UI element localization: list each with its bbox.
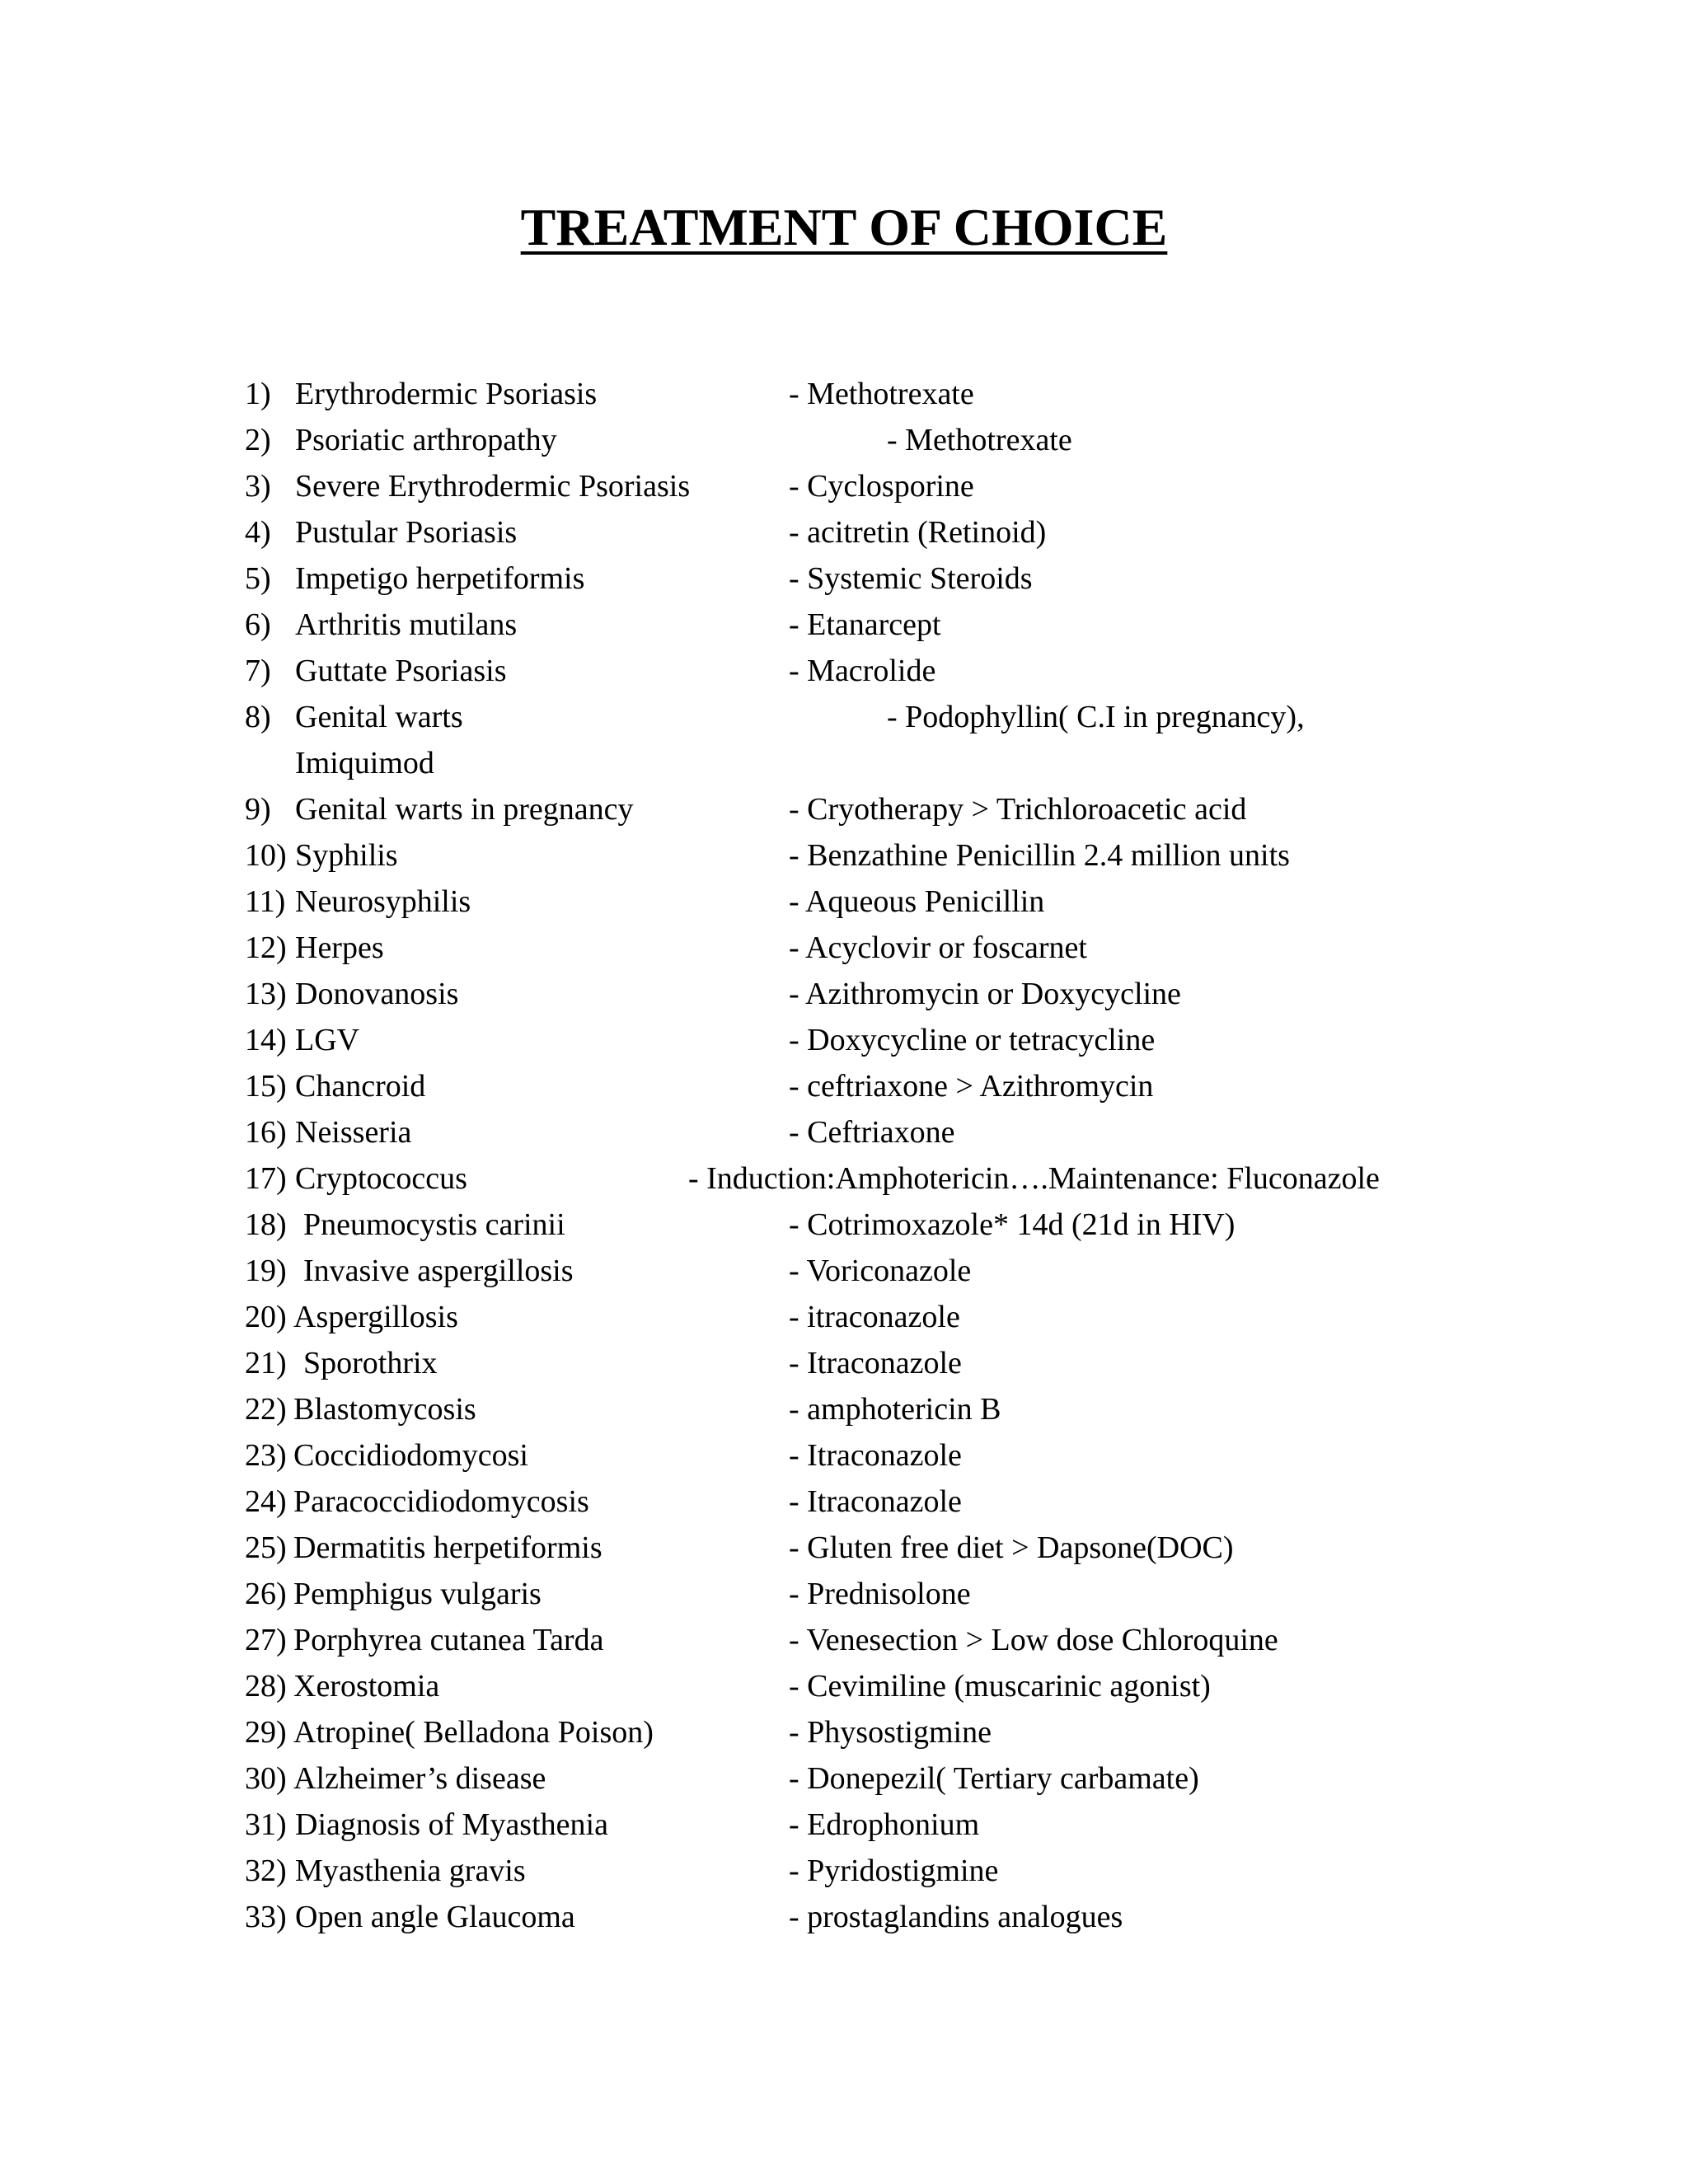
list-item: [0, 1755, 1688, 1802]
item-number: 11): [245, 884, 286, 919]
item-number: 7): [245, 654, 271, 688]
item-number: 28): [245, 1669, 287, 1704]
item-condition: Invasive aspergillosis: [303, 1254, 574, 1288]
list-item: [0, 1709, 1688, 1755]
item-treatment: - Itraconazole: [789, 1346, 962, 1380]
page-title: [0, 194, 1688, 260]
item-condition: Porphyrea cutanea Tarda: [293, 1623, 604, 1657]
item-treatment: - Gluten free diet > Dapsone(DOC): [789, 1530, 1234, 1565]
item-treatment: - Voriconazole: [789, 1254, 972, 1288]
item-treatment: - Methotrexate: [789, 377, 974, 411]
list-item: [0, 1848, 1688, 1894]
item-number: 3): [245, 469, 271, 504]
item-treatment: - prostaglandins analogues: [789, 1900, 1123, 1934]
item-number: 4): [245, 515, 271, 550]
item-number: 26): [245, 1577, 287, 1611]
list-item: [0, 509, 1688, 555]
item-condition: Coccidiodomycosi: [293, 1438, 528, 1473]
item-condition: Pustular Psoriasis: [295, 515, 518, 550]
item-treatment: - Aqueous Penicillin: [789, 884, 1045, 919]
list-item: [0, 1894, 1688, 1940]
item-number: 18): [245, 1207, 287, 1242]
item-condition: Alzheimer’s disease: [293, 1761, 546, 1796]
item-treatment: - Induction:Amphotericin….Maintenance: Fluconazole: [688, 1161, 1380, 1196]
list-item: [0, 1017, 1688, 1063]
item-number: 24): [245, 1484, 287, 1519]
item-condition: Herpes: [295, 930, 384, 965]
item-number: 22): [245, 1392, 287, 1427]
item-number: 2): [245, 423, 271, 457]
list-item: [0, 1063, 1688, 1109]
item-number: 33): [245, 1900, 287, 1934]
item-number: 14): [245, 1023, 287, 1057]
item-number: 16): [245, 1115, 287, 1150]
item-condition: Pneumocystis carinii: [303, 1207, 565, 1242]
item-condition: Syphilis: [295, 838, 398, 873]
list-item: [0, 371, 1688, 417]
item-condition: Donovanosis: [295, 977, 459, 1011]
item-treatment: - Macrolide: [789, 654, 936, 688]
item-condition: Genital warts: [295, 700, 463, 734]
item-treatment: - Systemic Steroids: [789, 561, 1033, 596]
item-number: 1): [245, 377, 271, 411]
item-condition: Neurosyphilis: [295, 884, 471, 919]
item-treatment: - Prednisolone: [789, 1577, 971, 1611]
list-item: [0, 925, 1688, 971]
item-treatment: - ceftriaxone > Azithromycin: [789, 1069, 1154, 1104]
item-treatment: - Cyclosporine: [789, 469, 974, 504]
item-treatment: - Methotrexate: [887, 423, 1072, 457]
list-item: [0, 1294, 1688, 1340]
item-number: 5): [245, 561, 271, 596]
item-number: 29): [245, 1715, 287, 1750]
list-item: [0, 1386, 1688, 1432]
item-condition: Erythrodermic Psoriasis: [295, 377, 598, 411]
treatment-list: [0, 371, 1688, 1940]
item-condition: Pemphigus vulgaris: [293, 1577, 542, 1611]
item-number: 17): [245, 1161, 287, 1196]
list-item: [0, 786, 1688, 832]
item-condition: Sporothrix: [303, 1346, 438, 1380]
item-number: 9): [245, 792, 271, 827]
list-item: [0, 1479, 1688, 1525]
list-item: [0, 1155, 1688, 1202]
item-treatment: - Venesection > Low dose Chloroquine: [789, 1623, 1278, 1657]
item-treatment: - itraconazole: [789, 1300, 960, 1334]
list-item: [0, 1432, 1688, 1479]
item-treatment: - Cevimiline (muscarinic agonist): [789, 1669, 1211, 1704]
item-treatment: - Physostigmine: [789, 1715, 992, 1750]
item-condition: Xerostomia: [293, 1669, 440, 1704]
item-treatment: - Cryotherapy > Trichloroacetic acid: [789, 792, 1247, 827]
item-number: 10): [245, 838, 287, 873]
item-number: 21): [245, 1346, 287, 1380]
item-number: 20): [245, 1300, 287, 1334]
item-condition: Dermatitis herpetiformis: [293, 1530, 603, 1565]
item-number: 31): [245, 1807, 287, 1842]
list-item: [0, 648, 1688, 694]
list-item: [0, 1202, 1688, 1248]
list-item: [0, 1663, 1688, 1709]
list-item: [0, 1525, 1688, 1571]
list-item: [0, 1571, 1688, 1617]
list-item: [0, 832, 1688, 879]
item-treatment: - Podophyllin( C.I in pregnancy),: [887, 700, 1305, 734]
item-number: 15): [245, 1069, 287, 1104]
item-treatment: - Doxycycline or tetracycline: [789, 1023, 1156, 1057]
item-treatment: - Acyclovir or foscarnet: [789, 930, 1087, 965]
item-number: 19): [245, 1254, 287, 1288]
item-condition: Impetigo herpetiformis: [295, 561, 585, 596]
item-treatment: - Itraconazole: [789, 1484, 962, 1519]
item-treatment: - Etanarcept: [789, 607, 941, 642]
item-treatment: - acitretin (Retinoid): [789, 515, 1047, 550]
item-condition: LGV: [295, 1023, 360, 1057]
item-treatment: - Cotrimoxazole* 14d (21d in HIV): [789, 1207, 1236, 1242]
item-number: 27): [245, 1623, 287, 1657]
item-number: 25): [245, 1530, 287, 1565]
item-treatment: - amphotericin B: [789, 1392, 1001, 1427]
item-condition: Severe Erythrodermic Psoriasis: [295, 469, 691, 504]
list-item: [0, 879, 1688, 925]
list-item: [0, 971, 1688, 1017]
list-item: [0, 1617, 1688, 1663]
item-number: 8): [245, 700, 271, 734]
list-item: [0, 602, 1688, 648]
item-treatment: - Itraconazole: [789, 1438, 962, 1473]
item-condition: Psoriatic arthropathy: [295, 423, 557, 457]
item-condition: Genital warts in pregnancy: [295, 792, 634, 827]
item-treatment: - Edrophonium: [789, 1807, 980, 1842]
list-item: [0, 555, 1688, 602]
item-treatment: - Ceftriaxone: [789, 1115, 955, 1150]
item-condition: Blastomycosis: [293, 1392, 476, 1427]
item-condition: Diagnosis of Myasthenia: [295, 1807, 608, 1842]
item-condition: Myasthenia gravis: [295, 1854, 526, 1888]
item-condition: Paracoccidiodomycosis: [293, 1484, 589, 1519]
item-condition: Cryptococcus: [295, 1161, 467, 1196]
item-condition: Chancroid: [295, 1069, 426, 1104]
list-item: [0, 463, 1688, 509]
item-condition: Arthritis mutilans: [295, 607, 518, 642]
item-treatment: - Pyridostigmine: [789, 1854, 999, 1888]
item-treatment: - Benzathine Penicillin 2.4 million units: [789, 838, 1290, 873]
item-treatment-continuation: Imiquimod: [295, 746, 434, 780]
list-item: [0, 1248, 1688, 1294]
list-item: [0, 1109, 1688, 1155]
item-number: 30): [245, 1761, 287, 1796]
item-condition: Guttate Psoriasis: [295, 654, 507, 688]
item-number: 6): [245, 607, 271, 642]
list-item: [0, 694, 1688, 786]
item-condition: Neisseria: [295, 1115, 412, 1150]
item-condition: Atropine( Belladona Poison): [293, 1715, 654, 1750]
page-title-text: TREATMENT OF CHOICE: [520, 198, 1168, 256]
item-number: 32): [245, 1854, 287, 1888]
list-item: [0, 417, 1688, 463]
item-number: 23): [245, 1438, 287, 1473]
item-number: 12): [245, 930, 287, 965]
item-condition: Open angle Glaucoma: [295, 1900, 575, 1934]
item-treatment: - Donepezil( Tertiary carbamate): [789, 1761, 1199, 1796]
list-item: [0, 1340, 1688, 1386]
list-item: [0, 1802, 1688, 1848]
item-condition: Aspergillosis: [293, 1300, 458, 1334]
item-treatment: - Azithromycin or Doxycycline: [789, 977, 1181, 1011]
item-number: 13): [245, 977, 287, 1011]
